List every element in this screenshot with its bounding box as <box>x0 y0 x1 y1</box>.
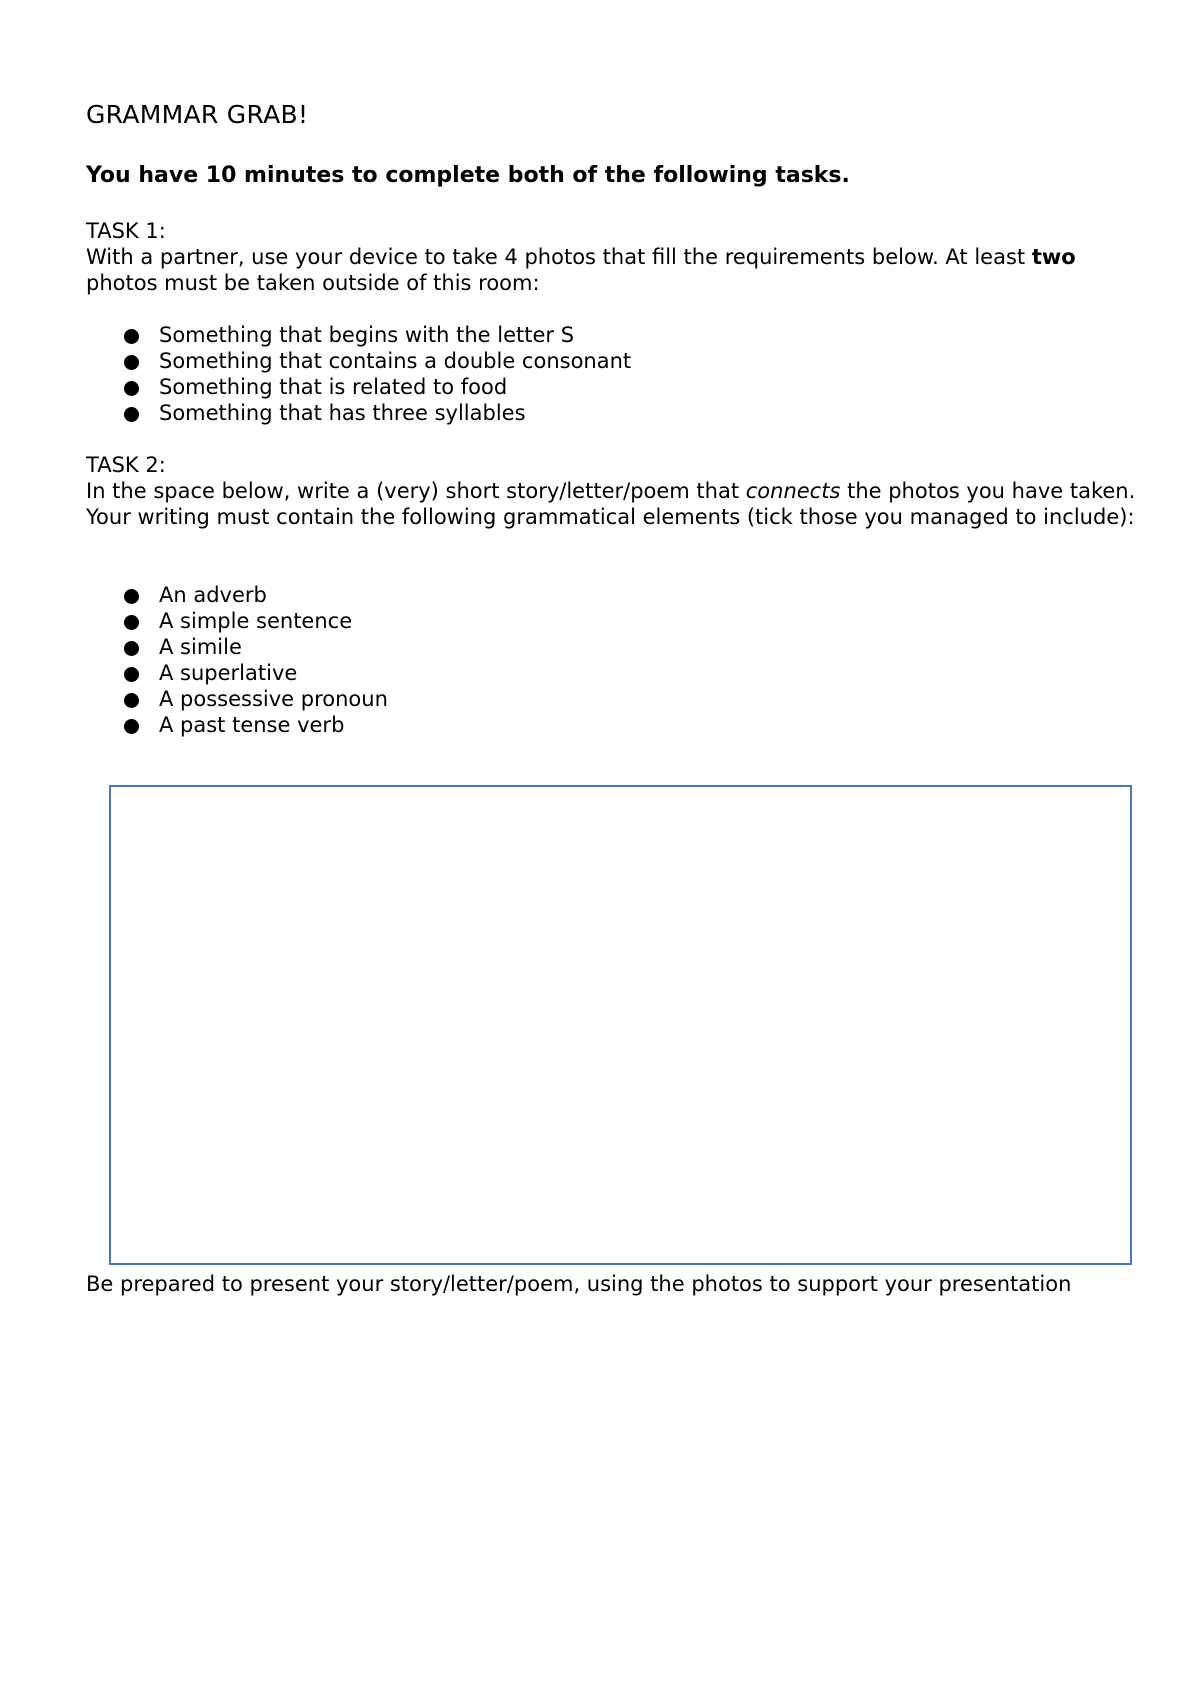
list-item-text: A possessive pronoun <box>159 687 388 711</box>
list-item-text: A simile <box>159 635 242 659</box>
task1-instruction-text-2: photos must be taken outside of this room: <box>86 271 540 295</box>
list-item <box>86 712 1136 738</box>
footer-note: Be prepared to present your story/letter/poem, using the photos to support your presentation <box>86 1272 1072 1296</box>
bullet-icon <box>124 329 139 344</box>
task2-instruction <box>86 478 1136 530</box>
bullet-icon <box>124 693 139 708</box>
page-title: GRAMMAR GRAB! <box>86 100 309 129</box>
list-item-text: An adverb <box>159 583 267 607</box>
bullet-icon <box>124 589 139 604</box>
list-item-text: A superlative <box>159 661 298 685</box>
list-item-text: A simple sentence <box>159 609 353 633</box>
bullet-icon <box>124 667 139 682</box>
task1-instruction-emphasis: two <box>1031 245 1076 269</box>
task2-instruction-emphasis: connects <box>745 479 841 503</box>
list-item <box>86 686 1136 712</box>
task1-instruction-text-1: With a partner, use your device to take 4 photos that fill the requirements below. At least <box>86 245 1032 269</box>
bullet-icon <box>124 407 139 422</box>
list-item <box>86 400 1136 426</box>
task1-heading: TASK 1: <box>86 219 166 243</box>
bullet-icon <box>124 615 139 630</box>
list-item <box>86 634 1136 660</box>
task1-instruction <box>86 244 1136 296</box>
task2-section <box>86 452 1136 530</box>
bullet-icon <box>124 719 139 734</box>
list-item-text: A past tense verb <box>159 713 345 737</box>
bullet-icon <box>124 641 139 656</box>
list-item <box>86 348 1136 374</box>
task2-instruction-text-2: the photos you have taken. Your writing must contain the following grammatical elements (tick those you managed to include): <box>86 479 1136 529</box>
list-item <box>86 660 1136 686</box>
task2-instruction-text-1: In the space below, write a (very) short story/letter/poem that <box>86 479 746 503</box>
list-item <box>86 374 1136 400</box>
list-item <box>86 322 1136 348</box>
list-item-text: Something that is related to food <box>159 375 508 399</box>
task2-elements-list <box>86 582 1136 738</box>
bullet-icon <box>124 355 139 370</box>
list-item-text: Something that contains a double consonant <box>159 349 632 373</box>
list-item <box>86 582 1136 608</box>
list-item <box>86 608 1136 634</box>
list-item-text: Something that begins with the letter S <box>159 323 575 347</box>
page-subtitle: You have 10 minutes to complete both of the following tasks. <box>86 163 850 188</box>
bullet-icon <box>124 381 139 396</box>
task1-requirements-list <box>86 322 1136 426</box>
list-item-text: Something that has three syllables <box>159 401 526 425</box>
task2-heading: TASK 2: <box>86 453 166 477</box>
writing-area-box[interactable] <box>109 785 1132 1265</box>
task1-section <box>86 218 1136 296</box>
